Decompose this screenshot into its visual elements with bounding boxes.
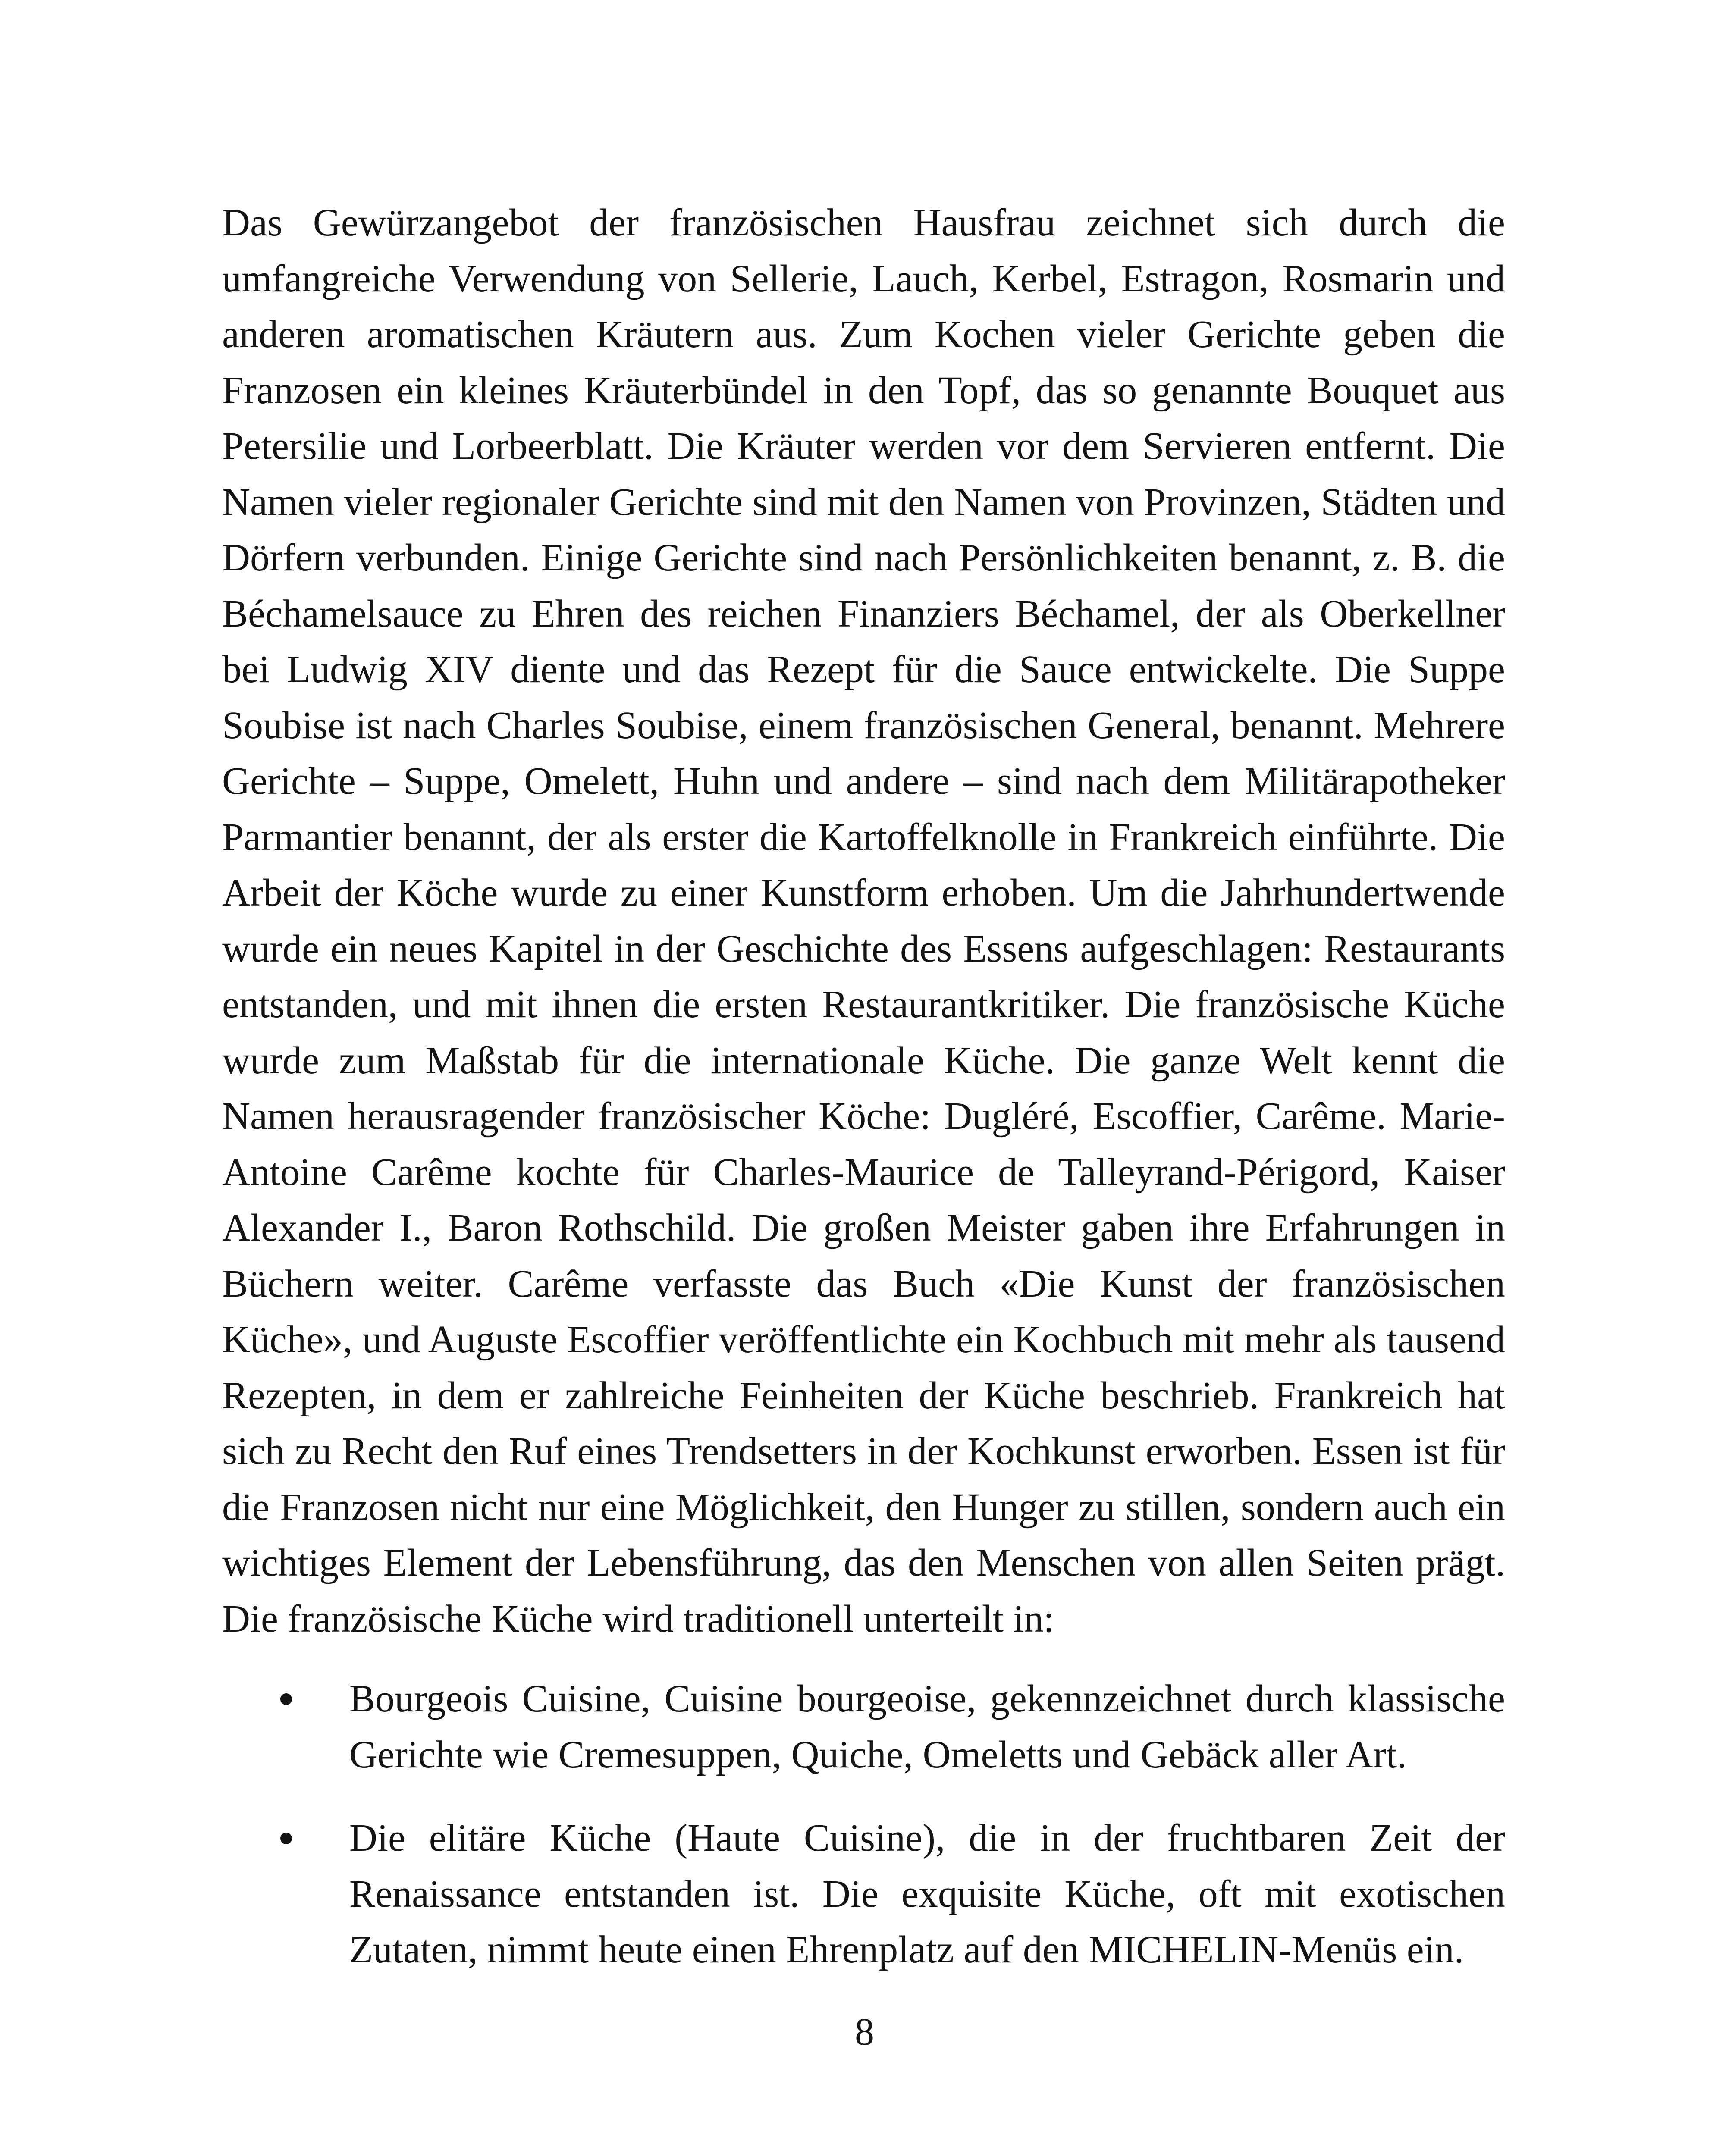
list-item-text: Bourgeois Cuisine, Cuisine bourgeoise, gekennzeichnet durch klassische Gerichte wie Cremesuppen, Quiche, Omeletts und Gebäck aller Art.	[349, 1677, 1505, 1776]
list-item	[222, 1671, 1505, 1783]
page-number: 8	[855, 2011, 874, 2053]
list-item-text: Die elitäre Küche (Haute Cuisine), die in der fruchtbaren Zeit der Renaissance entstanden ist. Die exquisite Küche, oft mit exotischen Zutaten, nimmt heute einen Ehrenplatz auf den MICHELIN-Menüs ein.	[349, 1817, 1505, 1971]
list-item	[222, 1810, 1505, 1978]
bullet-icon	[280, 1833, 292, 1844]
bullet-icon	[280, 1693, 292, 1705]
bullet-list	[222, 1671, 1505, 1978]
body-paragraph: Das Gewürzangebot der französischen Hausfrau zeichnet sich durch die umfangreiche Verwendung von Sellerie, Lauch, Kerbel, Estragon, Rosmarin und anderen aromatischen Kräutern aus. Zum Kochen vieler Gerichte geben die Franzosen ein kleines Kräuterbündel in den Topf, das so genannte Bouquet aus Petersilie und Lorbeerblatt. Die Kräuter werden vor dem Servieren entfernt. Die Namen vieler regionaler Gerichte sind mit den Namen von Provinzen, Städten und Dörfern verbunden. Einige Gerichte sind nach Persönlichkeiten benannt, z. B. die Béchamelsauce zu Ehren des reichen Finanziers Béchamel, der als Oberkellner bei Ludwig XIV diente und das Rezept für die Sauce entwickelte. Die Suppe Soubise ist nach Charles Soubise, einem französischen General, benannt. Mehrere Gerichte – Suppe, Omelett, Huhn und andere – sind nach dem Militärapotheker Parmantier benannt, der als erster die Kartoffelknolle in Frankreich einführte. Die Arbeit der Köche wurde zu einer Kunstform erhoben. Um die Jahrhundertwende wurde ein neues Kapitel in der Geschichte des Essens aufgeschlagen: Restaurants entstanden, und mit ihnen die ersten Restaurantkritiker. Die französische Küche wurde zum Maßstab für die internationale Küche. Die ganze Welt kennt die Namen herausragender französischer Köche: Dugléré, Escoffier, Carême. Marie-Antoine Carême kochte für Charles-Maurice de Talleyrand-Périgord, Kaiser Alexander I., Baron Rothschild. Die großen Meister gaben ihre Erfahrungen in Büchern weiter. Carême verfasste das Buch «Die Kunst der französischen Küche», und Auguste Escoffier veröffentlichte ein Kochbuch mit mehr als tausend Rezepten, in dem er zahlreiche Feinheiten der Küche beschrieb. Frankreich hat sich zu Recht den Ruf eines Trendsetters in der Kochkunst erworben. Essen ist für die Franzosen nicht nur eine Möglichkeit, den Hunger zu stillen, sondern auch ein wichtiges Element der Lebensführung, das den Menschen von allen Seiten prägt. Die französische Küche wird traditionell unterteilt in:	[222, 201, 1505, 1640]
